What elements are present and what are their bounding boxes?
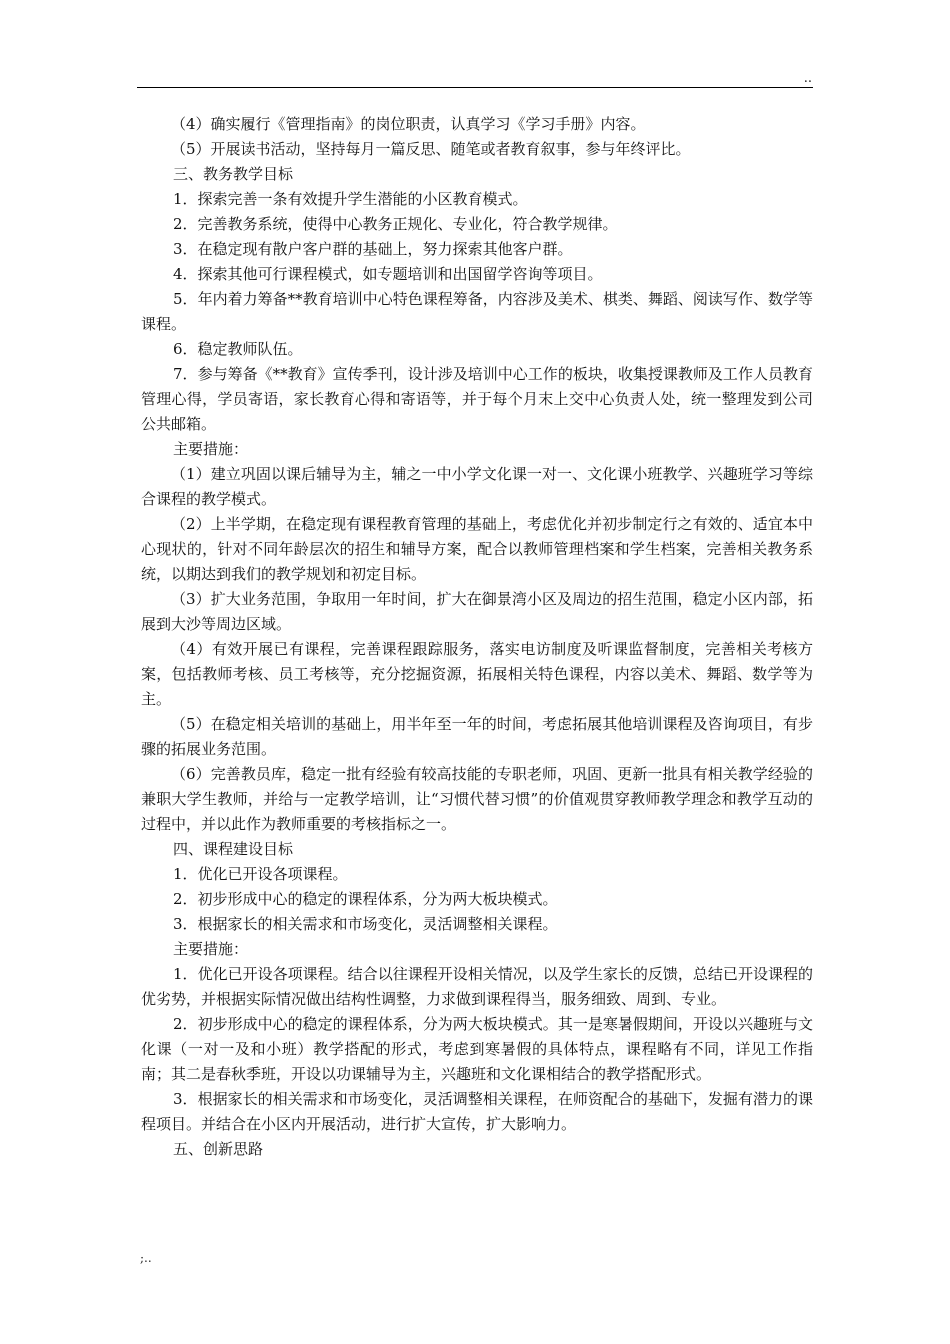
paragraph-course-goal-1: 1．优化已开设各项课程。 xyxy=(173,865,348,883)
paragraph-course-measure-2: 2．初步形成中心的稳定的课程体系，分为两大板块模式。其一是寒暑假期间，开设以兴趣班与文化课（一对一及和小班）教学搭配的形式，考虑到寒暑假的具体特点，课程略有不同，详见工作指南；其二是春秋季班，开设以功课辅导为主，兴趣班和文化课相结合的教学搭配形式。 xyxy=(141,1015,813,1083)
measures-heading-2: 主要措施： xyxy=(173,940,249,958)
paragraph-measure-1: （1）建立巩固以课后辅导为主，辅之一中小学文化课一对一、文化课小班教学、兴趣班学习等综合课程的教学模式。 xyxy=(141,465,813,508)
paragraph-measure-2: （2）上半学期，在稳定现有课程教育管理的基础上，考虑优化并初步制定行之有效的、适宜本中心现状的，针对不同年龄层次的招生和辅导方案，配合以教师管理档案和学生档案，完善相关教务系统，以期达到我们的教学规划和初定目标。 xyxy=(141,515,813,583)
paragraph-course-measure-3: 3．根据家长的相关需求和市场变化，灵活调整相关课程，在师资配合的基础下，发掘有潜力的课程项目。并结合在小区内开展活动，进行扩大宣传，扩大影响力。 xyxy=(141,1090,813,1133)
paragraph-measure-6: （6）完善教员库，稳定一批有经验有较高技能的专职老师，巩固、更新一批具有相关教学经验的兼职大学生教师，并给与一定教学培训，让“习惯代替习惯”的价值观贯穿教师教学理念和教学互动的过程中，并以此作为教师重要的考核指标之一。 xyxy=(141,765,813,833)
paragraph-duty-item-5: （5）开展读书活动，坚持每月一篇反思、随笔或者教育叙事，参与年终评比。 xyxy=(171,140,691,158)
footer-mark: ;.. xyxy=(140,1251,152,1265)
document-body xyxy=(141,112,813,1162)
paragraph-goal-5: 5．年内着力筹备**教育培训中心特色课程筹备，内容涉及美术、棋类、舞蹈、阅读写作、数学等课程。 xyxy=(141,290,813,333)
paragraph-measure-3: （3）扩大业务范围，争取用一年时间，扩大在御景湾小区及周边的招生范围，稳定小区内部，拓展到大沙等周边区域。 xyxy=(141,590,813,633)
paragraph-goal-3: 3．在稳定现有散户客户群的基础上，努力探索其他客户群。 xyxy=(173,240,573,258)
header-mark: .. xyxy=(803,71,812,86)
measures-heading-1: 主要措施： xyxy=(173,440,249,458)
paragraph-duty-item-4: （4）确实履行《管理指南》的岗位职责，认真学习《学习手册》内容。 xyxy=(171,115,646,133)
section-heading-5: 五、创新思路 xyxy=(173,1140,264,1158)
paragraph-goal-2: 2．完善教务系统，使得中心教务正规化、专业化，符合教学规律。 xyxy=(173,215,618,233)
header-rule xyxy=(137,87,813,88)
paragraph-goal-6: 6．稳定教师队伍。 xyxy=(173,340,303,358)
paragraph-goal-7: 7．参与筹备《**教育》宣传季刊，设计涉及培训中心工作的板块，收集授课教师及工作人员教育管理心得，学员寄语，家长教育心得和寄语等，并于每个月末上交中心负责人处，统一整理发到公司公共邮箱。 xyxy=(141,365,813,433)
paragraph-goal-1: 1．探索完善一条有效提升学生潜能的小区教育模式。 xyxy=(173,190,528,208)
paragraph-measure-4: （4）有效开展已有课程，完善课程跟踪服务，落实电访制度及听课监督制度，完善相关考核方案，包括教师考核、员工考核等，充分挖掘资源，拓展相关特色课程，内容以美术、舞蹈、数学等为主。 xyxy=(141,640,813,708)
section-heading-4: 四、课程建设目标 xyxy=(173,840,294,858)
paragraph-measure-5: （5）在稳定相关培训的基础上，用半年至一年的时间，考虑拓展其他培训课程及咨询项目，有步骤的拓展业务范围。 xyxy=(141,715,813,758)
paragraph-course-measure-1: 1．优化已开设各项课程。结合以往课程开设相关情况，以及学生家长的反馈，总结已开设课程的优劣势，并根据实际情况做出结构性调整，力求做到课程得当，服务细致、周到、专业。 xyxy=(141,965,813,1008)
section-heading-3: 三、教务教学目标 xyxy=(173,165,294,183)
paragraph-course-goal-3: 3．根据家长的相关需求和市场变化，灵活调整相关课程。 xyxy=(173,915,558,933)
paragraph-goal-4: 4．探索其他可行课程模式，如专题培训和出国留学咨询等项目。 xyxy=(173,265,603,283)
paragraph-course-goal-2: 2．初步形成中心的稳定的课程体系，分为两大板块模式。 xyxy=(173,890,558,908)
